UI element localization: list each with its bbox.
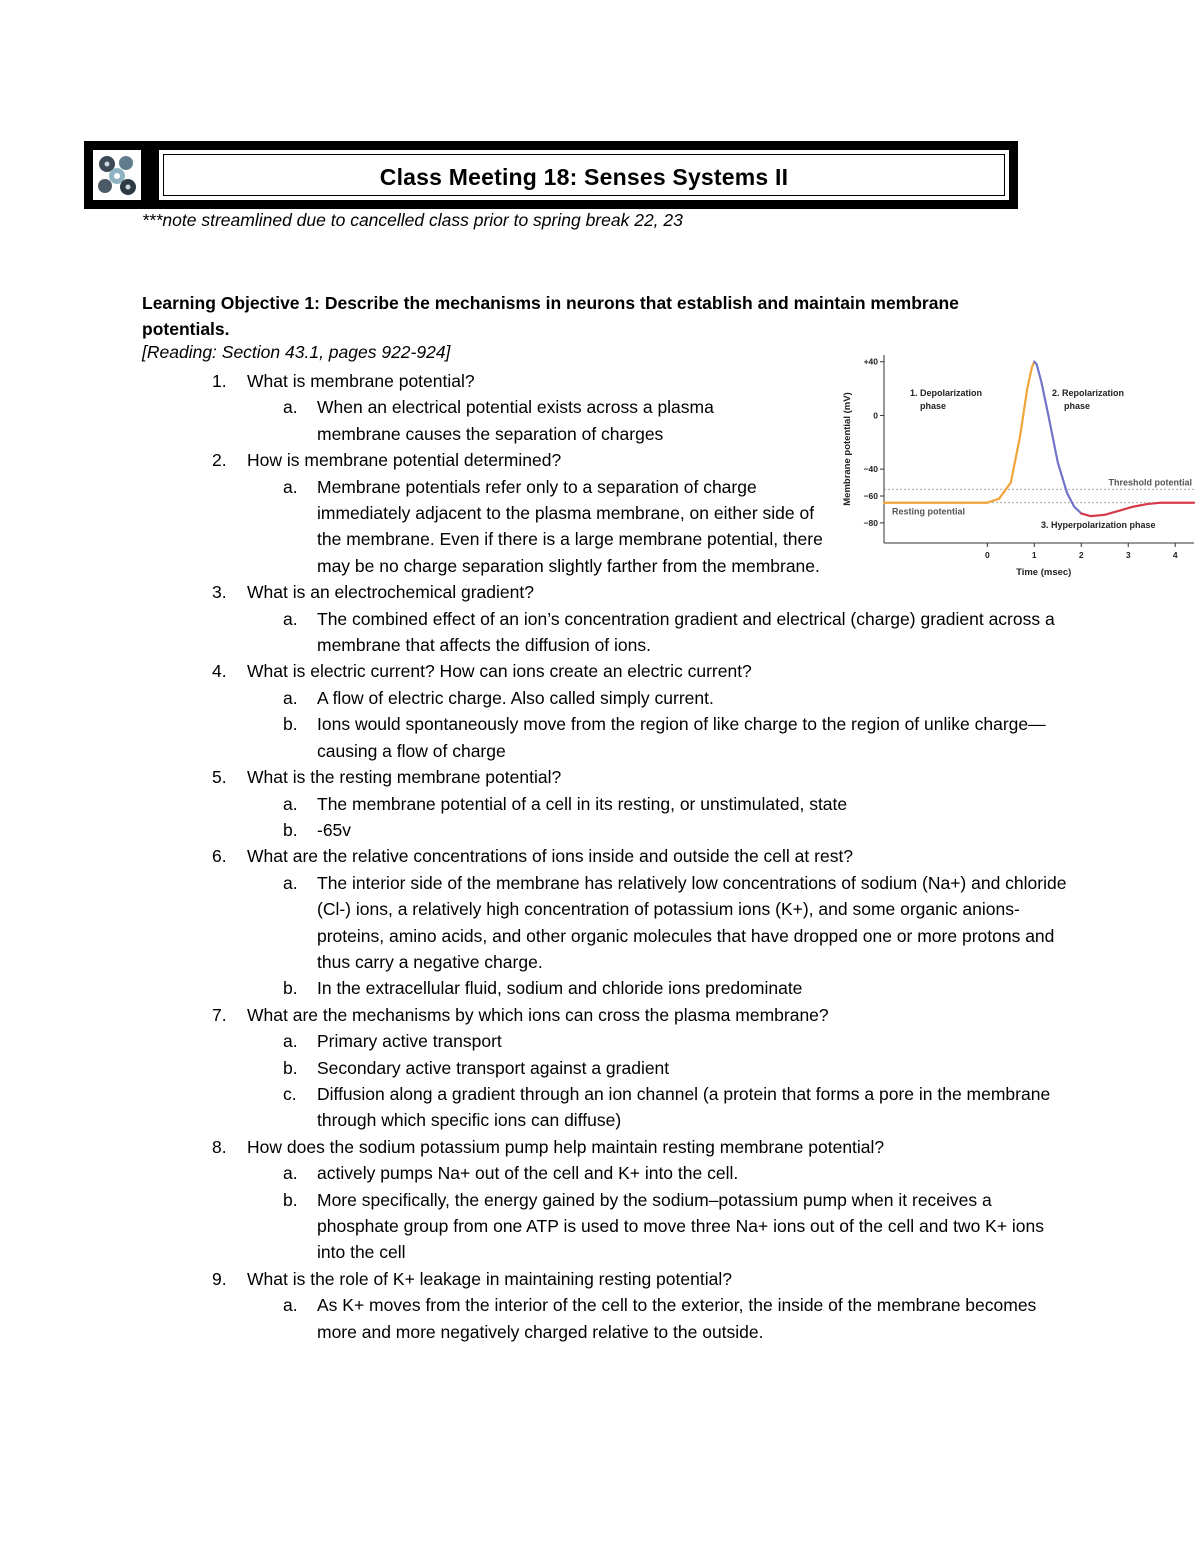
answer-item (0, 870, 1077, 976)
answer-item (0, 711, 1077, 764)
answer-item (0, 791, 1077, 817)
question-item (0, 1134, 1200, 1266)
phase-1-label: 1. Depolarization (910, 388, 983, 398)
answer-letter: c. (283, 1083, 297, 1104)
question-item (0, 843, 1200, 1001)
answer-letter: a. (283, 687, 298, 708)
answer-letter: a. (283, 397, 298, 418)
answer-item (0, 817, 1077, 843)
answer-letter: a. (283, 608, 298, 629)
x-axis-label: Time (msec) (1016, 567, 1072, 578)
answer-letter: b. (283, 978, 298, 999)
phase-3-label: 3. Hyperpolarization phase (1041, 520, 1156, 530)
answer-text: The combined effect of an ion’s concentration gradient and electrical (charge) gradient across a membrane that affects the diffusion of ions. (317, 608, 1055, 656)
question-number: 1. (212, 371, 227, 391)
phase-2-line (1034, 362, 1081, 514)
answer-letter: a. (283, 1295, 298, 1316)
answer-text: Diffusion along a gradient through an ion channel (a protein that forms a pore in the membrane through which specific ions can diffuse) (317, 1083, 1051, 1131)
x-tick-label: 0 (984, 550, 990, 560)
answer-item (0, 975, 1077, 1001)
question-number: 4. (212, 661, 227, 682)
x-tick-label: 1 (1031, 550, 1037, 560)
answer-item (0, 1028, 1077, 1054)
logo-box (90, 147, 144, 203)
question-number: 6. (212, 846, 227, 867)
answer-text: As K+ moves from the interior of the cell to the exterior, the inside of the membrane becomes more and more negatively charged relative to the outside. (317, 1295, 1037, 1342)
answer-letter: a. (283, 793, 298, 814)
answer-item (0, 1055, 1077, 1081)
phase-2-label: 2. Repolarization (1052, 388, 1125, 398)
y-axis-label: Membrane potential (mV) (842, 392, 853, 506)
reading-reference: [Reading: Section 43.1, pages 922-924] (142, 342, 451, 362)
question-number: 9. (212, 1268, 227, 1289)
action-potential-chart (836, 343, 1200, 583)
question-item (0, 579, 1200, 658)
header-banner (84, 141, 1018, 209)
answer-text: Primary active transport (317, 1031, 502, 1052)
answer-text: A flow of electric charge. Also called simply current. (317, 687, 714, 708)
answer-item (0, 1160, 1077, 1186)
answer-letter: b. (283, 1057, 298, 1078)
answer-text: More specifically, the energy gained by the sodium–potassium pump when it receives a phosphate group from one ATP is used to move three Na+ ions out of the cell and two K+ ions into the cell (317, 1189, 1045, 1263)
answer-letter: a. (283, 1163, 298, 1184)
answer-letter: a. (283, 1031, 298, 1052)
threshold-label: Threshold potential (1108, 477, 1192, 488)
answer-letter: a. (283, 476, 298, 497)
x-tick-label: 3 (1125, 550, 1131, 560)
question-text: What is the resting membrane potential? (247, 767, 562, 788)
y-tick-label: −80 (863, 517, 878, 528)
question-number: 5. (212, 767, 227, 788)
phase-1-sublabel: phase (920, 401, 947, 411)
answer-letter: a. (283, 872, 298, 893)
question-item (0, 658, 1200, 764)
y-tick-label: +40 (863, 356, 878, 367)
question-number: 2. (212, 450, 227, 471)
answer-text: Secondary active transport against a gradient (317, 1057, 670, 1078)
phase-1-line (884, 362, 1034, 503)
answer-item (0, 606, 1077, 659)
title-box (156, 147, 1012, 203)
phase-3-line (1081, 503, 1194, 516)
answer-text: The membrane potential of a cell in its resting, or unstimulated, state (317, 793, 848, 814)
y-tick-label: 0 (873, 410, 878, 421)
answer-letter: b. (283, 714, 298, 735)
note-text: ***note streamlined due to cancelled class prior to spring break 22, 23 (142, 210, 683, 230)
answer-text: -65v (317, 819, 352, 840)
page-title: Class Meeting 18: Senses Systems II (379, 164, 789, 190)
question-number: 7. (212, 1004, 227, 1025)
x-tick-label: 4 (1172, 550, 1178, 560)
question-item (0, 764, 1200, 843)
phase-2-sublabel: phase (1064, 401, 1091, 411)
answer-item (0, 474, 827, 580)
answer-text: The interior side of the membrane has relatively low concentrations of sodium (Na+) and chloride (Cl-) ions, a relatively high concentration of potassium ions (K+), and some organic anions-proteins, amino acids, and other organic molecules that have dropped one or more protons and thus carry a negative charge. (317, 872, 1067, 972)
answer-letter: b. (283, 819, 298, 840)
question-number: 3. (212, 582, 227, 603)
answer-item (0, 1187, 1077, 1266)
question-number: 8. (212, 1136, 227, 1157)
answer-letter: b. (283, 1189, 298, 1210)
question-text: What is membrane potential? (247, 371, 475, 391)
answer-text: Membrane potentials refer only to a separation of charge immediately adjacent to the plasma membrane, on either side of the membrane. Even if there is a large membrane potential, there may be no charge separation slightly farther from the membrane. (317, 476, 823, 576)
answer-item (0, 394, 767, 447)
y-tick-label: −40 (863, 464, 878, 475)
resting-label: Resting potential (892, 506, 966, 517)
question-text: How is membrane potential determined? (247, 450, 562, 471)
x-tick-label: 2 (1078, 550, 1084, 560)
answer-item (0, 1292, 1077, 1345)
question-text: What is the role of K+ leakage in maintaining resting potential? (247, 1268, 732, 1289)
y-tick-label: −60 (863, 491, 878, 501)
answer-item (0, 685, 1077, 711)
learning-objective: Learning Objective 1: Describe the mechanisms in neurons that establish and maintain membrane potentials. (142, 293, 959, 339)
question-text: What is an electrochemical gradient? (247, 582, 534, 603)
question-text: What are the mechanisms by which ions can cross the plasma membrane? (247, 1004, 829, 1025)
question-item (0, 1002, 1200, 1134)
answer-text: When an electrical potential exists across a plasma membrane causes the separation of charges (317, 397, 714, 444)
answer-text: In the extracellular fluid, sodium and chloride ions predominate (317, 978, 803, 999)
question-text: What is electric current? How can ions create an electric current? (247, 661, 752, 682)
molecule-logo-icon (93, 150, 141, 200)
answer-text: Ions would spontaneously move from the region of like charge to the region of unlike charge—causing a flow of charge (317, 714, 1046, 761)
answer-item (0, 1081, 1077, 1134)
question-item (0, 1266, 1200, 1345)
question-text: What are the relative concentrations of ions inside and outside the cell at rest? (247, 846, 854, 867)
question-text: How does the sodium potassium pump help maintain resting membrane potential? (247, 1136, 885, 1157)
answer-text: actively pumps Na+ out of the cell and K+ into the cell. (317, 1163, 739, 1184)
